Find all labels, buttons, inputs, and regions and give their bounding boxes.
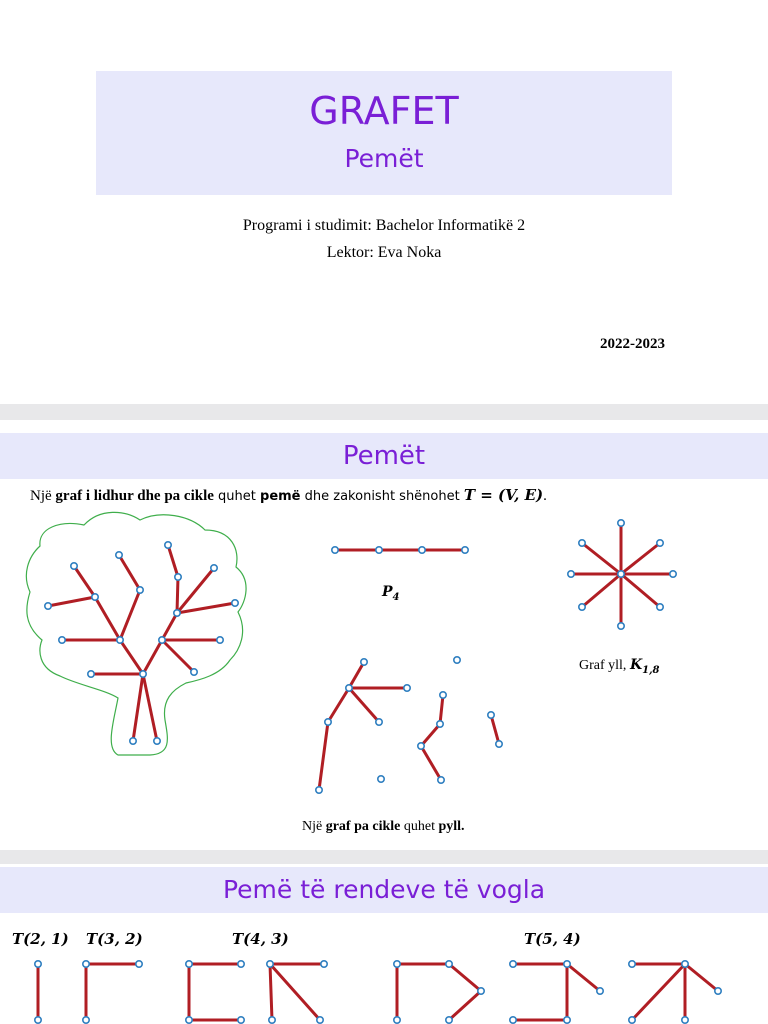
tree-edge [120,640,143,674]
tree-edge [162,640,194,672]
small-tree-6-vertex [564,1017,570,1023]
tree-edge [168,545,178,577]
star-edge [621,543,660,574]
star-vertex [568,571,574,577]
small-tree-4-vertex [267,961,273,967]
forest-edge [421,746,441,780]
small-tree-7-vertex [629,961,635,967]
tree-edge [120,590,140,640]
forest-vertex [361,659,367,665]
small-tree-2-vertex [83,961,89,967]
small-tree-1-vertex [35,1017,41,1023]
small-tree-6-vertex [510,961,516,967]
path-label-name: P [382,584,393,600]
edges-layer [38,523,718,1020]
star-edge [582,574,621,607]
star-vertex [618,571,624,577]
small-tree-1-vertex [35,961,41,967]
small-tree-4-edge [270,964,320,1020]
tree-vertex [45,603,51,609]
forest-vertex [378,776,384,782]
tree-vertex [211,565,217,571]
academic-year: 2022-2023 [600,336,665,352]
tree-edge [74,566,95,597]
small-tree-5-vertex [446,1017,452,1023]
program-line: Programi i studimit: Bachelor Informatikë 2 [242,217,526,234]
definition-part: dhe zakonisht shënohet [300,489,464,504]
forest-vertex [438,777,444,783]
small-tree-7-vertex [715,988,721,994]
lecturer-line: Lektor: Eva Noka [326,244,442,261]
small-tree-3-vertex [186,961,192,967]
small-tree-6-edge [567,964,600,991]
small-tree-7-vertex [682,1017,688,1023]
forest-vertex [437,721,443,727]
slide-heading: Pemët [0,433,768,479]
tree-edge [95,597,120,640]
star-label-name: K [629,657,643,673]
small-tree-2-vertex [83,1017,89,1023]
tree-edge [177,577,178,613]
forest-vertex [454,657,460,663]
forest-caption-bold: pyll. [438,819,465,834]
tree-vertex [92,594,98,600]
tree-order-args: (5, 4) [535,930,581,948]
tree-vertex [175,574,181,580]
star-vertex [579,540,585,546]
small-tree-7-vertex [682,961,688,967]
small-tree-6-vertex [564,961,570,967]
tree-vertex [217,637,223,643]
tree-vertex [159,637,165,643]
tree-edge [143,640,162,674]
small-tree-5-vertex [394,961,400,967]
tree-vertex [232,600,238,606]
small-tree-5-vertex [446,961,452,967]
small-tree-6-vertex [510,1017,516,1023]
tree-edge [143,674,157,741]
tree-order-name: T [86,930,98,948]
forest-vertex [488,712,494,718]
path-label-index: 4 [392,591,400,603]
tree-vertex [174,610,180,616]
small-tree-6-vertex [597,988,603,994]
star-vertex [657,540,663,546]
forest-vertex [376,719,382,725]
forest-edge [440,695,443,724]
star-vertex [579,604,585,610]
forest-edge [349,688,379,722]
small-tree-7-edge [685,964,718,991]
slide-heading: Pemë të rendeve të vogla [0,867,768,913]
tree-order-name: T [232,930,244,948]
definition-part: quhet [213,489,261,504]
small-tree-4-vertex [269,1017,275,1023]
path-vertex [332,547,338,553]
tree-order-args: (3, 2) [97,930,143,948]
small-tree-5-vertex [394,1017,400,1023]
small-tree-7-vertex [629,1017,635,1023]
presentation-subtitle: Pemët [344,144,424,173]
star-caption-text: Graf yll, [579,658,630,673]
tree-order-name: T [12,930,24,948]
star-vertex [618,520,624,526]
tree-vertex [117,637,123,643]
small-tree-2-vertex [136,961,142,967]
presentation-title: GRAFET [309,89,459,133]
path-vertex [419,547,425,553]
forest-edge [349,662,364,688]
path-vertex [376,547,382,553]
star-vertex [670,571,676,577]
tree-vertex [88,671,94,677]
forest-caption-part: Një [302,819,326,834]
forest-vertex [418,743,424,749]
small-tree-3-vertex [238,1017,244,1023]
tree-vertex [59,637,65,643]
small-tree-5-vertex [478,988,484,994]
tree-vertex [130,738,136,744]
star-edge [621,574,660,607]
tree-vertex [165,542,171,548]
small-tree-4-edge [270,964,272,1020]
tree-edge [48,597,95,606]
forest-edge [319,722,328,790]
forest-vertex [346,685,352,691]
small-tree-5-edge [449,964,481,991]
tree-vertex [71,563,77,569]
definition-bold: pemë [260,489,301,504]
forest-edge [491,715,499,744]
tree-edge [133,674,143,741]
small-tree-5-edge [449,991,481,1020]
small-tree-3-vertex [186,1017,192,1023]
definition-formula: T = (V, E) [463,486,544,504]
star-vertex [618,623,624,629]
tree-vertex [116,552,122,558]
forest-edge [421,724,440,746]
tree-vertex [191,669,197,675]
tree-order-args: (2, 1) [23,930,69,948]
forest-caption-part: quhet [400,819,439,834]
small-tree-7-edge [632,964,685,1020]
small-tree-4-vertex [321,961,327,967]
forest-vertex [404,685,410,691]
star-vertex [657,604,663,610]
tree-vertex [154,738,160,744]
forest-caption-bold: graf pa cikle [325,819,401,834]
star-edge [582,543,621,574]
tree-edge [119,555,140,590]
small-tree-4-vertex [317,1017,323,1023]
tree-vertex [140,671,146,677]
star-label-index: 1,8 [642,664,660,676]
tree-order-name: T [524,930,536,948]
forest-edge [328,688,349,722]
forest-vertex [316,787,322,793]
definition-part: . [543,488,547,504]
forest-vertex [496,741,502,747]
forest-vertex [440,692,446,698]
path-vertex [462,547,468,553]
definition-bold: graf i lidhur dhe pa cikle [55,488,214,504]
tree-edge [162,613,177,640]
forest-vertex [325,719,331,725]
small-tree-3-vertex [238,961,244,967]
definition-part: Një [30,488,56,504]
tree-order-args: (4, 3) [243,930,289,948]
tree-vertex [137,587,143,593]
